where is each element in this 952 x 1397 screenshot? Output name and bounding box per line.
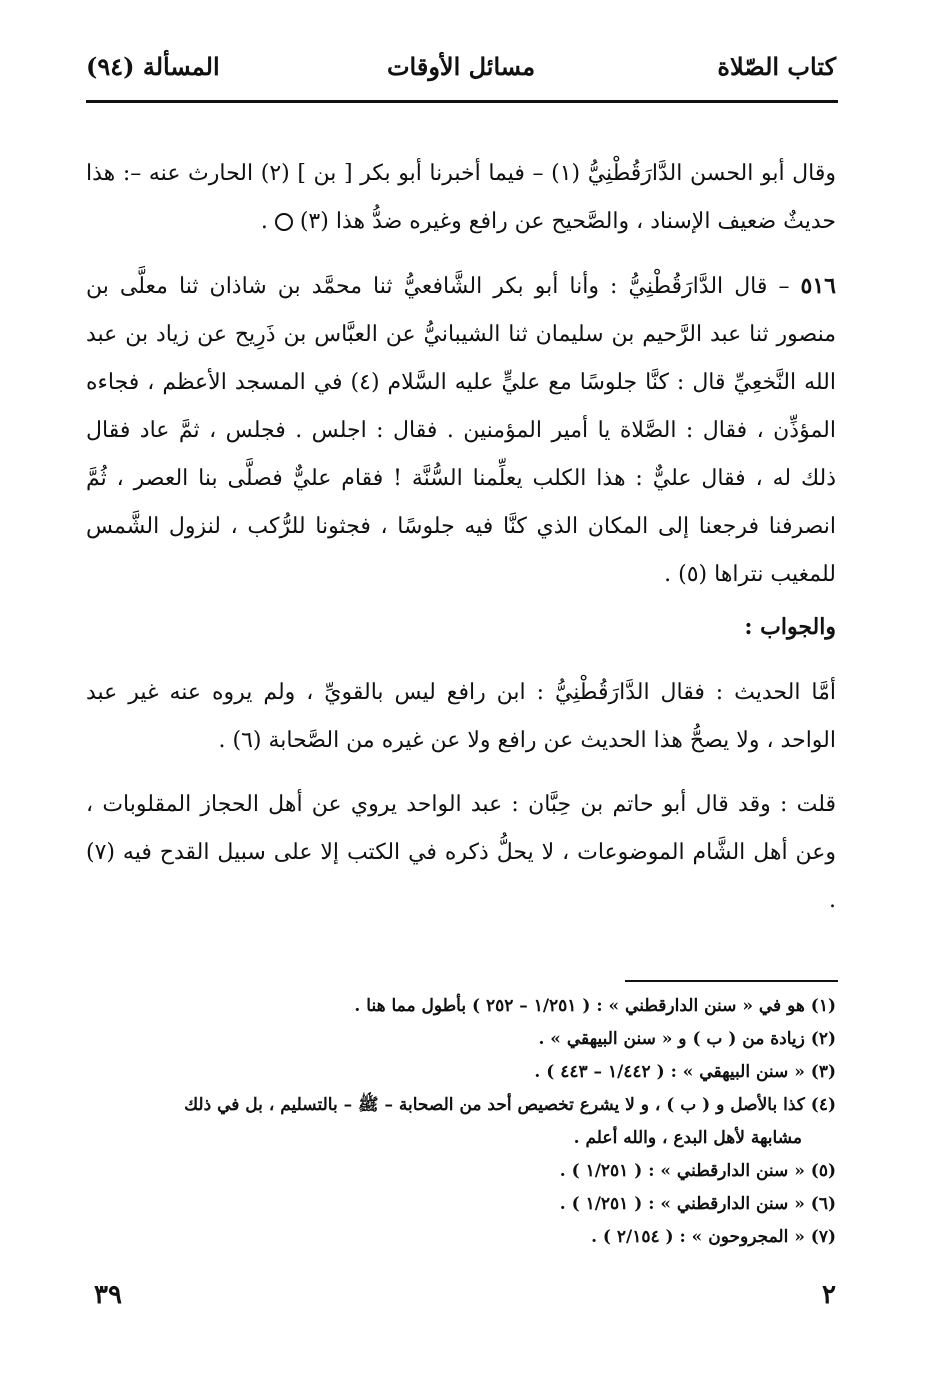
running-header <box>86 52 836 96</box>
header-issue-number: المسألة (٩٤) <box>86 52 220 81</box>
footnote: (٤) كذا بالأصل و ( ب ) ، و لا يشرع تخصيص أحد من الصحابة – ﷺ – بالتسليم ، بل في ذلك <box>184 1095 836 1115</box>
signature-number: ٢ <box>822 1280 836 1310</box>
paragraph-text: وقال أبو الحسن الدَّارَقُطْنِيُّ (١) – فيما أخبرنا أبو بكر [ بن ] (٢) الحارث عنه –: هذا حديثٌ ضعيف الإسناد ، والصَّحيح عن رافع وغيره ضدُّ هذا (٣) <box>86 161 836 234</box>
end-circle-icon <box>275 213 293 231</box>
paragraph-text: – قال الدَّارَقُطْنِيُّ : وأنا أبو بكر الشَّافعيُّ ثنا محمَّد بن شاذان ثنا معلَّى بن منصور ثنا عبد الرَّحيم بن سليمان ثنا الشيبانيُّ عن العبَّاس بن ذَرِيح عن زياد بن عبد الله النَّخعِيِّ قال : كنَّا جلوسًا مع عليٍّ عليه السَّلام (٤) في المسجد الأعظم ، فجاءه المؤذِّن ، فقال : الصَّلاة يا أمير المؤمنين . فقال : اجلس . فجلس ، ثمَّ عاد فقال ذلك له ، فقال عليٌّ : هذا الكلب يعلِّمنا السُّنَّة ! فقام عليٌّ فصلَّى بنا العصر ، ثُمَّ انصرفنا فرجعنا إلى المكان الذي كنَّا فيه جلوسًا ، فجثونا للرُّكب ، لنزول الشَّمس للمغيب نتراها (٥) . <box>86 274 836 587</box>
paragraph-end-mark: . <box>260 209 268 234</box>
paragraph-answer: أمَّا الحديث : فقال الدَّارَقُطْنِيُّ : ابن رافع ليس بالقويِّ ، ولم يروه عنه غير عبد الواحد ، ولا يصحُّ هذا الحديث عن رافع ولا عن غيره من الصَّحابة (٦) . <box>86 680 836 753</box>
footnote: (٧) « المجروحون » : ( ٢/١٥٤ ) . <box>591 1227 836 1247</box>
main-text <box>86 150 836 925</box>
footnotes <box>86 990 836 1254</box>
answer-heading: والجواب : <box>744 614 836 640</box>
footnote-separator <box>625 980 838 982</box>
hadith-number: ٥١٦ <box>800 273 836 299</box>
header-book-title: كتاب الصّلاة <box>717 52 836 81</box>
footnote: (٣) « سنن البيهقي » : ( ١/٤٤٢ – ٤٤٣ ) . <box>534 1062 836 1082</box>
header-rule <box>86 100 838 103</box>
paragraph-author-note: قلت : وقد قال أبو حاتم بن حِبَّان : عبد الواحد يروي عن أهل الحجاز المقلوبات ، وعن أهل الشَّام الموضوعات ، لا يحلُّ ذكره في الكتب إلا على سبيل القدح فيه (٧) . <box>86 792 836 913</box>
header-chapter-title: مسائل الأوقات <box>386 52 536 81</box>
footnote: (٢) زيادة من ( ب ) و « سنن البيهقي » . <box>538 1029 836 1049</box>
paragraph-hadith-516 <box>86 262 836 599</box>
footnote: (٥) « سنن الدارقطني » : ( ١/٢٥١ ) . <box>559 1161 836 1181</box>
footnote: (١) هو في « سنن الدارقطني » : ( ١/٢٥١ – ٢٥٢ ) بأطول مما هنا . <box>354 996 836 1016</box>
paragraph-daraqutni-statement <box>86 150 836 246</box>
page-number: ٣٩ <box>94 1280 122 1310</box>
footnote-continuation: مشابهة لأهل البدع ، والله أعلم . <box>573 1128 802 1148</box>
footnote: (٦) « سنن الدارقطني » : ( ١/٢٥١ ) . <box>559 1194 836 1214</box>
